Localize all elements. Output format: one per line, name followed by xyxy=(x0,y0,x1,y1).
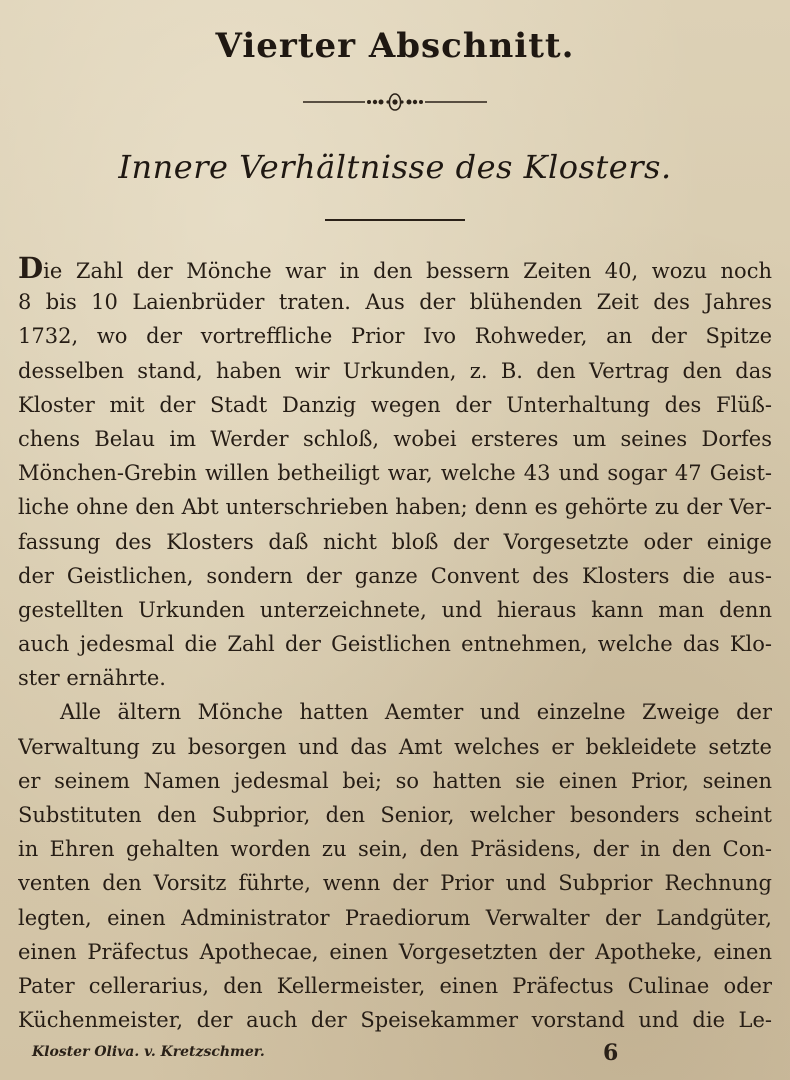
text-line: Alle ältern Mönche hatten Aemter und einzelne Zweige der xyxy=(60,700,772,725)
text-line: fassung des Klosters daß nicht bloß der Vorgesetzte oder einige xyxy=(18,529,772,554)
page-number: 6 xyxy=(603,1040,619,1066)
text-line: legten, einen Administrator Praediorum Verwalter der Landgüter, xyxy=(18,905,772,930)
text-line: desselben stand, haben wir Urkunden, z. B. den Vertrag den das xyxy=(18,358,772,383)
text-line: der Geistlichen, sondern der ganze Convent des Klosters die aus- xyxy=(18,563,772,588)
text-line xyxy=(18,251,772,285)
text-line: Küchenmeister, der auch der Speisekammer vorstand und die Le- xyxy=(18,1008,772,1033)
chapter-title: Innere Verhältnisse des Klosters. xyxy=(118,148,672,186)
text-line: er seinem Namen jedesmal bei; so hatten sie einen Prior, seinen xyxy=(18,768,772,793)
line-text: ie Zahl der Mönche war in den bessern Zeiten 40, wozu noch xyxy=(43,259,772,283)
body-text xyxy=(18,251,772,1037)
text-line: chens Belau im Werder schloß, wobei ersteres um seines Dorfes xyxy=(18,426,772,451)
text-line: Pater cellerarius, den Kellermeister, einen Präfectus Culinae oder xyxy=(18,973,772,998)
text-line: in Ehren gehalten worden zu sein, den Präsidens, der in den Con- xyxy=(18,837,772,862)
text-line: 8 bis 10 Laienbrüder traten. Aus der blühenden Zeit des Jahres xyxy=(18,290,772,315)
drop-cap: D xyxy=(18,251,44,285)
text-line: ster ernährte. xyxy=(18,666,166,691)
page-footer xyxy=(0,1040,790,1070)
text-line: auch jedesmal die Zahl der Geistlichen entnehmen, welche das Klo- xyxy=(18,632,772,657)
text-line: gestellten Urkunden unterzeichnete, und hieraus kann man denn xyxy=(18,597,772,622)
text-line: Substituten den Subprior, den Senior, welcher besonders scheint xyxy=(18,803,772,827)
section-heading: Vierter Abschnitt. xyxy=(215,26,575,66)
text-line: 1732, wo der vortreffliche Prior Ivo Rohweder, an der Spitze xyxy=(18,324,772,349)
printer-signature: Kloster Oliva. v. Kretzschmer. xyxy=(32,1044,265,1060)
text-line: Kloster mit der Stadt Danzig wegen der Unterhaltung des Flüß- xyxy=(18,392,772,417)
text-line: liche ohne den Abt unterschrieben haben; denn es gehörte zu der Ver- xyxy=(18,495,772,520)
text-line: venten den Vorsitz führte, wenn der Prior und Subprior Rechnung xyxy=(18,871,772,896)
ornament-divider-icon xyxy=(295,92,495,112)
text-line: Verwaltung zu besorgen und das Amt welches er bekleidete setzte xyxy=(18,734,772,759)
text-line: einen Präfectus Apothecae, einen Vorgesetzten der Apotheke, einen xyxy=(18,939,772,964)
title-rule xyxy=(325,219,465,221)
text-line: Mönchen-Grebin willen betheiligt war, welche 43 und sogar 47 Geist- xyxy=(18,461,772,486)
